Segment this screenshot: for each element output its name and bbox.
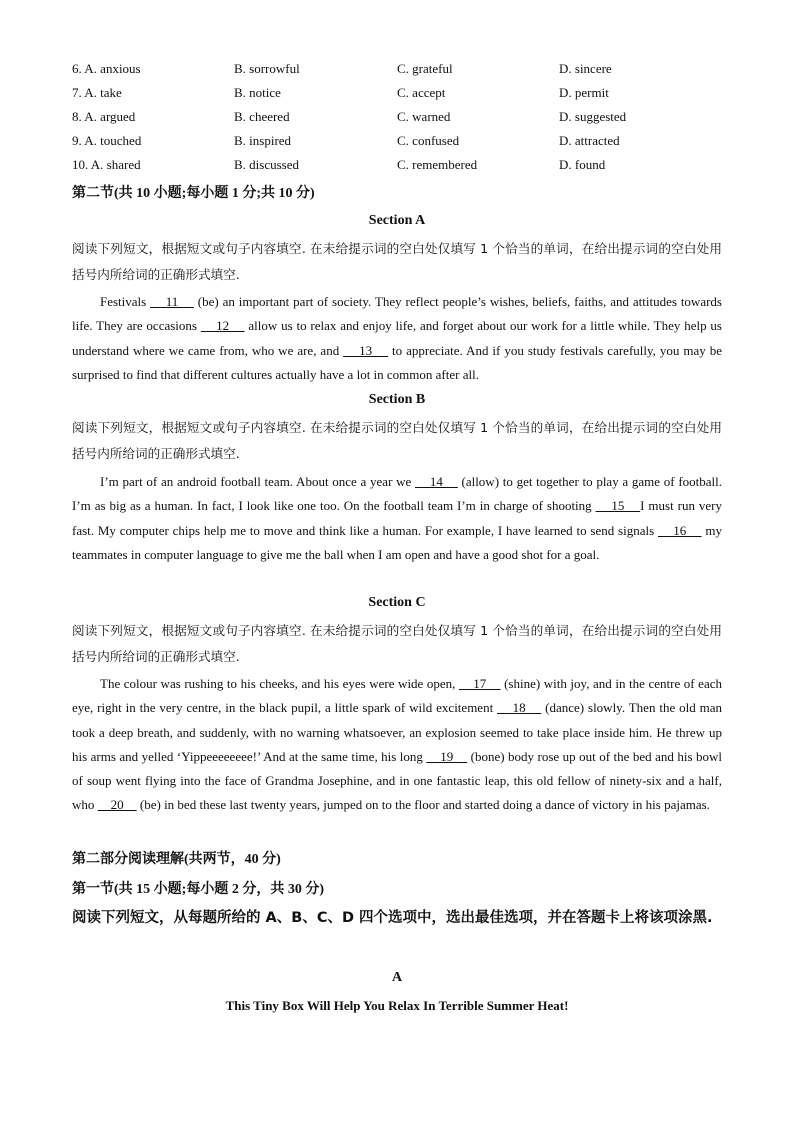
option-row-9 bbox=[72, 132, 732, 156]
option-item: C. confused bbox=[397, 133, 460, 148]
option-item: 6. A. anxious bbox=[72, 61, 141, 76]
option-item: 9. A. touched bbox=[72, 133, 142, 148]
option-item: C. accept bbox=[397, 85, 446, 100]
blank-17[interactable]: 17 bbox=[458, 676, 501, 691]
section-a-passage bbox=[72, 290, 722, 387]
section-c-title: Section C bbox=[368, 595, 426, 610]
blank-18[interactable]: 18 bbox=[497, 700, 542, 716]
option-row-10 bbox=[72, 156, 732, 180]
passage-text: to appreciate. And if you study festivals carefully, you may be surprised to find that different cultures actually have a lot in common after all. bbox=[72, 342, 722, 382]
option-item: D. sincere bbox=[559, 61, 612, 76]
passage-text: (be) in bed these last twenty years, jumped on to the floor and started doing a dance of victory in his pajamas. bbox=[136, 797, 710, 813]
option-item: D. permit bbox=[559, 85, 609, 100]
option-item: B. inspired bbox=[234, 133, 292, 148]
option-row-7 bbox=[72, 84, 732, 108]
part2-header: 第二部分阅读理解(共两节，40 分) bbox=[72, 852, 281, 867]
blank-13[interactable]: 13 bbox=[343, 342, 389, 358]
option-item: C. warned bbox=[397, 109, 451, 124]
section-c-passage bbox=[72, 672, 722, 818]
section-b-title: Section B bbox=[368, 392, 426, 407]
section-b-instruction: 阅读下列短文，根据短文或句子内容填空. 在未给提示词的空白处仅填写 1 个恰当的单词，在给出提示词的空白处用括号内所给词的正确形式填空. bbox=[72, 420, 722, 461]
blank-11[interactable]: 11 bbox=[150, 294, 194, 309]
passage-text: I’m part of an android football team. About once a year we bbox=[100, 474, 415, 489]
option-item: 8. A. argued bbox=[72, 109, 136, 124]
part2-section2-header: 第二节(共 10 小题;每小题 1 分;共 10 分) bbox=[72, 186, 315, 201]
passage-text: (dance) slowly. Then the old man took a deep breath, and suddenly, with no warning whatsoever, an explosion seemed to take place inside him. He threw up his arms and yelled ‘Yippeeeeeeee!’ And at the same time, his long bbox=[72, 700, 723, 764]
passage-title: This Tiny Box Will Help You Relax In Terrible Summer Heat! bbox=[225, 998, 569, 1013]
option-item: B. notice bbox=[234, 85, 281, 100]
passage-text: (shine) with joy, and in the centre of each eye, right in the very centre, in the black pupil, a little spark of wild excitement bbox=[72, 676, 722, 716]
option-row-8 bbox=[72, 108, 732, 132]
option-item: D. suggested bbox=[559, 109, 627, 124]
option-item: 10. A. shared bbox=[72, 157, 141, 172]
section-c-instruction: 阅读下列短文，根据短文或句子内容填空. 在未给提示词的空白处仅填写 1 个恰当的单词，在给出提示词的空白处用括号内所给词的正确形式填空. bbox=[72, 623, 722, 664]
option-item: D. attracted bbox=[559, 133, 620, 148]
option-item: B. cheered bbox=[234, 109, 290, 124]
passage-text: (allow) to get together to play a game of football. I’m as big as a human. In fact, I look like one too. On the football team I’m in charge of shooting bbox=[72, 474, 723, 514]
option-item: C. grateful bbox=[397, 61, 453, 76]
passage-text: allow us to relax and enjoy life, and forget about our work for a little while. They help us understand where we came from, who we are, and bbox=[72, 318, 722, 358]
option-item: 7. A. take bbox=[72, 85, 122, 100]
passage-text: (be) an important part of society. They reflect people’s wishes, beliefs, faiths, and attitudes towards life. They are occasions bbox=[72, 294, 722, 334]
option-item: B. discussed bbox=[234, 157, 299, 172]
passage-text: (bone) body rose up out of the bed and his bowl of soup went flying into the face of Grandma Josephine, and in one fantastic leap, this old fellow of ninety-six and a half, who bbox=[72, 748, 723, 813]
option-item: B. sorrowful bbox=[234, 61, 300, 76]
passage-text: The colour was rushing to his cheeks, and his eyes were wide open, bbox=[100, 676, 459, 691]
options-table bbox=[72, 60, 732, 180]
blank-19[interactable]: 19 bbox=[426, 748, 468, 764]
section-b-passage bbox=[72, 470, 722, 567]
section-a-title: Section A bbox=[368, 213, 426, 228]
blank-12[interactable]: 12 bbox=[200, 318, 245, 334]
blank-20[interactable]: 20 bbox=[97, 797, 137, 813]
reading-instruction: 阅读下列短文，从每题所给的 A、B、C、D 四个选项中，选出最佳选项，并在答题卡上将该项涂黑. bbox=[72, 910, 713, 926]
blank-16[interactable]: 16 bbox=[658, 522, 702, 538]
passage-text: Festivals bbox=[100, 294, 151, 309]
passage-label: A bbox=[391, 970, 403, 985]
passage-text: my teammates in computer language to give me the ball when I am open and have a good shot for a goal. bbox=[72, 522, 722, 562]
blank-15[interactable]: 15 bbox=[595, 498, 641, 514]
section-a-instruction: 阅读下列短文，根据短文或句子内容填空. 在未给提示词的空白处仅填写 1 个恰当的单词，在给出提示词的空白处用括号内所给词的正确形式填空. bbox=[72, 241, 722, 282]
part2-section1-header: 第一节(共 15 小题;每小题 2 分，共 30 分) bbox=[72, 882, 324, 897]
option-item: D. found bbox=[559, 157, 606, 172]
option-item: C. remembered bbox=[397, 157, 478, 172]
option-row-6 bbox=[72, 60, 732, 84]
passage-text: I must run very fast. My computer chips help me to move and think like a human. For example, I have learned to send signals bbox=[72, 498, 723, 538]
blank-14[interactable]: 14 bbox=[415, 474, 458, 489]
